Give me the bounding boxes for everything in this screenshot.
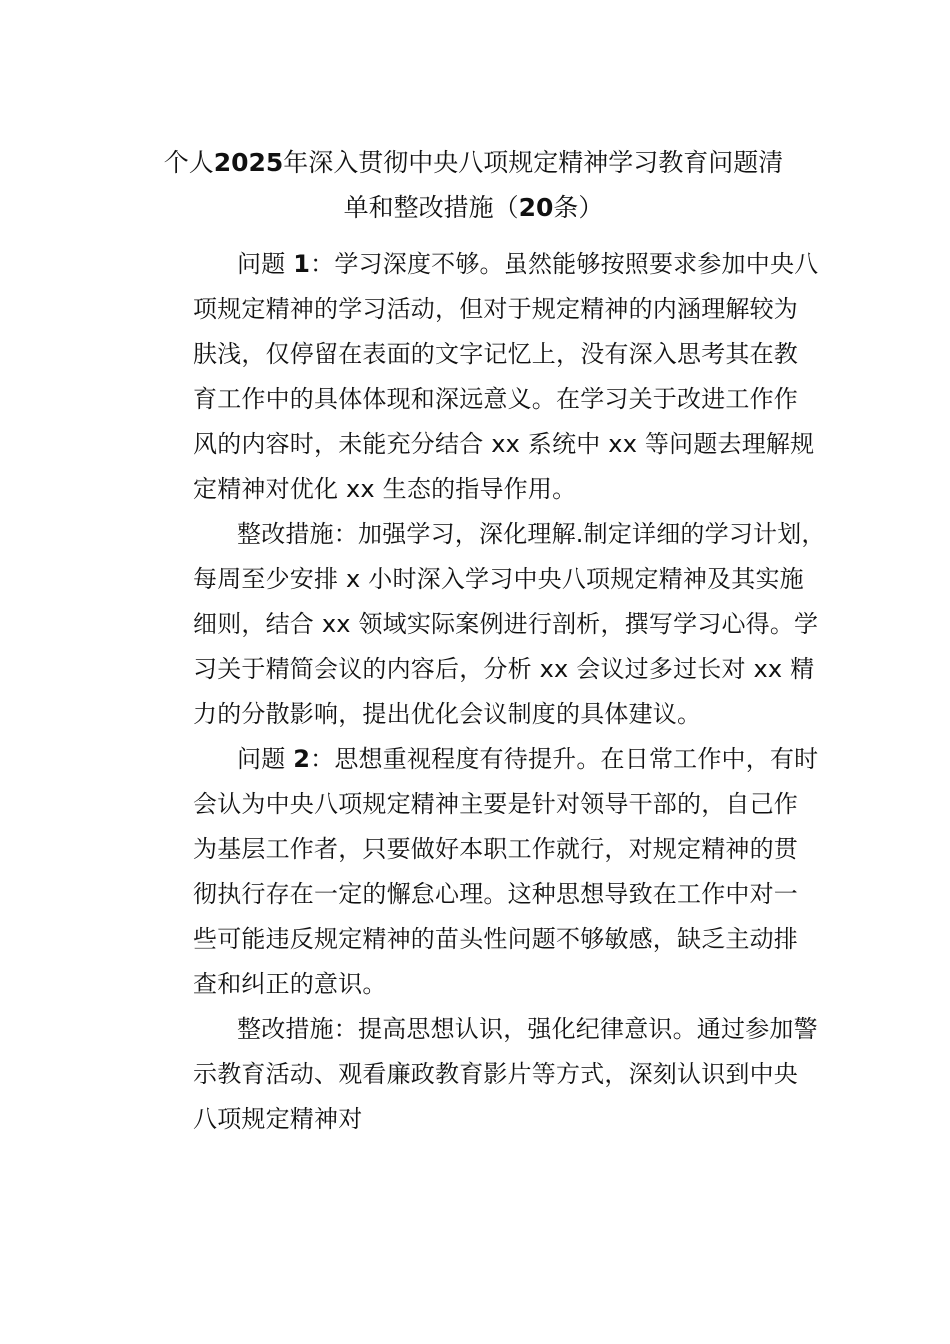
paragraph-measure-2 [145, 1007, 818, 1142]
text-line: 会认为中央八项规定精神主要是针对领导干部的，自己作 [193, 790, 798, 818]
text-line: 示教育活动、观看廉政教育影片等方式，深刻认识到中央 [193, 1060, 798, 1088]
title-count: 20 [518, 193, 554, 222]
text-line: 八项规定精神对 [193, 1105, 363, 1133]
title-text: 单和整改措施（ [343, 193, 519, 222]
text-line: 育工作中的具体体现和深远意义。在学习关于改进工作作 [193, 385, 798, 413]
paragraph-measure-1 [145, 512, 826, 737]
text-line: 风的内容时，未能充分结合 xx 系统中 xx 等问题去理解规 [193, 430, 815, 458]
text-line: 每周至少安排 x 小时深入学习中央八项规定精神及其实施 [193, 565, 804, 593]
text-line: 细则，结合 xx 领域实际案例进行剖析，撰写学习心得。学 [193, 610, 819, 638]
text-line: 项规定精神的学习活动，但对于规定精神的内涵理解较为 [193, 295, 798, 323]
title-text: 条） [553, 193, 604, 222]
paragraph-problem-1 [145, 242, 819, 512]
problem-number: 2 [293, 745, 311, 773]
text-line: 问题 2：思想重视程度有待提升。在日常工作中，有时 [237, 745, 819, 773]
text-line: 些可能违反规定精神的苗头性问题不够敏感，缺乏主动排 [193, 925, 798, 953]
title-line-1 [145, 140, 802, 185]
text-line: 查和纠正的意识。 [193, 970, 387, 998]
title-year: 2025 [213, 148, 284, 177]
title-text: 个人 [163, 148, 214, 177]
title-line-2 [145, 185, 802, 230]
paragraph-problem-2 [145, 737, 819, 1007]
text-line: 肤浅，仅停留在表面的文字记忆上，没有深入思考其在教 [193, 340, 798, 368]
document-title [145, 140, 802, 230]
text-line: 问题 1：学习深度不够。虽然能够按照要求参加中央八 [237, 250, 819, 278]
text-line: 习关于精简会议的内容后，分析 xx 会议过多过长对 xx 精 [193, 655, 815, 683]
text-line: 整改措施：加强学习，深化理解.制定详细的学习计划， [237, 520, 826, 548]
title-text: 年深入贯彻中央八项规定精神学习教育问题清 [283, 148, 784, 177]
text-line: 整改措施：提高思想认识，强化纪律意识。通过参加警 [237, 1015, 818, 1043]
text-line: 彻执行存在一定的懈怠心理。这种思想导致在工作中对一 [193, 880, 798, 908]
body-text [145, 242, 826, 1142]
text-line: 为基层工作者，只要做好本职工作就行，对规定精神的贯 [193, 835, 798, 863]
text-line: 定精神对优化 xx 生态的指导作用。 [193, 475, 577, 503]
problem-number: 1 [293, 250, 311, 278]
text-line: 力的分散影响，提出优化会议制度的具体建议。 [193, 700, 702, 728]
